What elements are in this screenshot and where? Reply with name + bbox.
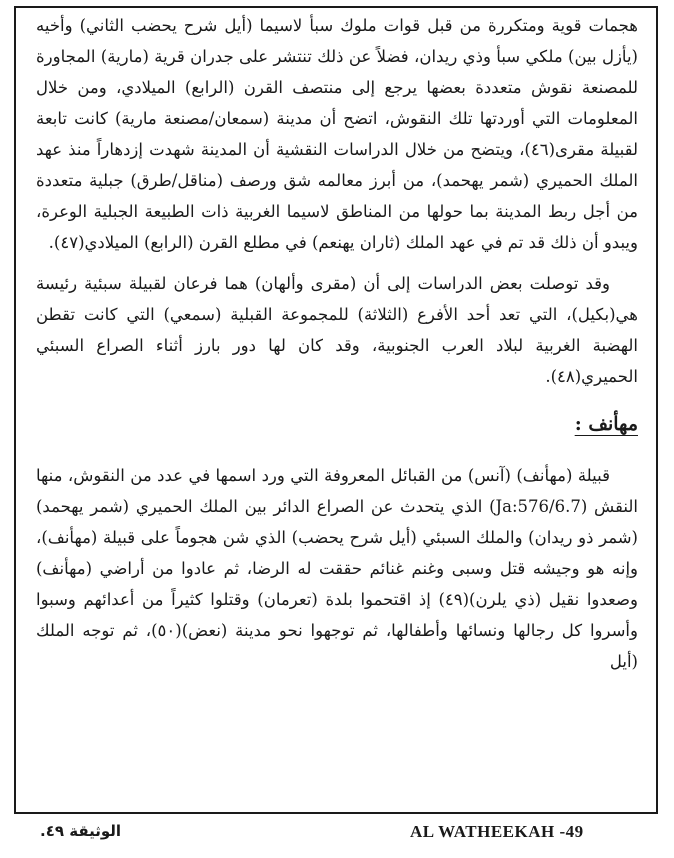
section-heading-container [36,410,638,438]
footer-journal-latin: AL WATHEEKAH -49 [410,822,584,841]
paragraph-3: قبيلة (مهأنف) (آنس) من القبائل المعروفة التي ورد اسمها في عدد من النقوش، منها النقش (Ja:576/6.7) الذي يتحدث عن الصراع الدائر بين الملك الحميري (شمر يهحمد) (شمر ذو ريدان) والملك السبئي (أيل شرح يحضب) الذي شن هجوماً على قبيلة (مهأنف)، وإنه هو وجيشه قتل وسبى وغنم غنائم حققت له الرضا، ثم عادوا من أراضي (مهأنف) وصعدوا نقيل (ذي يلرن)(٤٩) إذ اقتحموا بلدة (تعرمان) وقتلوا كثيراً من أعدائهم وسبوا وأسروا كل رجالها ونسائها وأطفالها، ثم توجهوا نحو مدينة (نعض)(٥٠)، ثم توجه الملك (أيل [36,466,638,671]
paragraph-1: هجمات قوية ومتكررة من قبل قوات ملوك سبأ لاسيما (أيل شرح يحضب الثاني) وأخيه (يأزل بين) ملكي سبأ وذي ريدان، فضلاً عن ذلك تنتشر على جدران قرية (مارية) المجاورة للمصنعة نقوش متعددة بعضها يرجع إلى منتصف القرن (الرابع) الميلادي، ومن خلال المعلومات التي أوردتها تلك النقوش، اتضح أن مدينة (سمعان/مصنعة مارية) كانت تابعة لقبيلة مقرى(٤٦)، ويتضح من خلال الدراسات النقشية أن المدينة شهدت إزدهاراً منذ عهد الملك الحميري (شمر يهحمد)، من أبرز معالمه شق ورصف (مناقل/طرق) جبلية متعددة من أجل ربط المدينة بما حولها من المناطق لاسيما الغربية ذات الطبيعة الجبلية الوعرة، ويبدو أن ذلك قد تم في عهد الملك (ثاران يهنعم) في مطلع القرن (الرابع) الميلادي(٤٧). [36,16,638,252]
footer-journal-arabic: الوثيقة ٤٩. [40,822,122,840]
section-heading: مهأنف : [574,413,638,435]
paragraph-2: وقد توصلت بعض الدراسات إلى أن (مقرى وألهان) هما فرعان لقبيلة سبئية رئيسة هي(بكيل)، التي تعد أحد الأفرع (الثلاثة) للمجموعة القبلية (سمعي) التي كانت تقطن الهضبة الغربية لبلاد العرب الجنوبية، وقد كان لها دور بارز أثناء الصراع السبئي الحميري(٤٨). [36,274,638,386]
article-body [36,10,638,677]
